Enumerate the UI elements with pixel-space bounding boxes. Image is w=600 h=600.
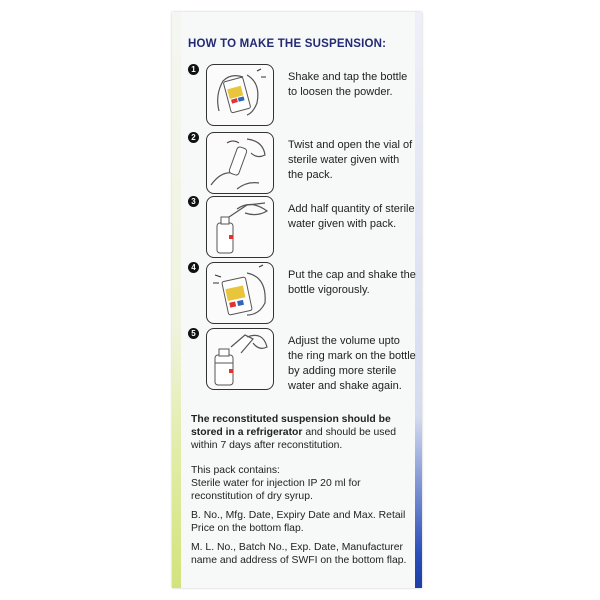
step-4 [188,262,418,326]
step-2 [188,132,418,196]
instructions-heading: HOW TO MAKE THE SUSPENSION: [188,38,387,50]
step-text: Adjust the volume upto the ring mark on the bottle by adding more sterile water and shake again. [288,335,416,392]
step-1 [188,64,418,128]
storage-instruction-rest: and should be used within 7 days after reconstitution. [191,427,397,451]
step-number: 3 [188,196,199,207]
open-vial-icon [206,132,274,194]
step-number: 1 [188,64,199,75]
flap-note-1: B. No., Mfg. Date, Expiry Date and Max. Retail Price on the bottom flap. [191,510,406,534]
pack-contents-label: This pack contains: [191,465,280,476]
flap-note-2: M. L. No., Batch No., Exp. Date, Manufacturer name and address of SWFI on the bottom flap. [191,542,407,566]
step-number: 5 [188,328,199,339]
storage-instruction [191,413,413,452]
step-text: Twist and open the vial of sterile water given with the pack. [288,139,413,181]
step-number: 2 [188,132,199,143]
step-5 [188,328,418,392]
step-number: 4 [188,262,199,273]
shake-capped-bottle-icon [206,262,274,324]
storage-and-pack-notes [191,413,413,573]
pour-water-icon [206,196,274,258]
step-text: Shake and tap the bottle to loosen the powder. [288,71,408,98]
adjust-volume-icon [206,328,274,390]
step-text: Add half quantity of sterile water given with pack. [288,203,415,230]
step-3 [188,196,418,260]
storage-instruction-bold: The reconstituted suspension should be stored in a refrigerator [191,414,391,438]
green-edge-stripe [172,12,181,588]
carton-panel [172,12,422,588]
step-text: Put the cap and shake the bottle vigorously. [288,269,416,296]
pack-contents: Sterile water for injection IP 20 ml for reconstitution of dry syrup. [191,478,361,502]
shake-bottle-icon [206,64,274,126]
